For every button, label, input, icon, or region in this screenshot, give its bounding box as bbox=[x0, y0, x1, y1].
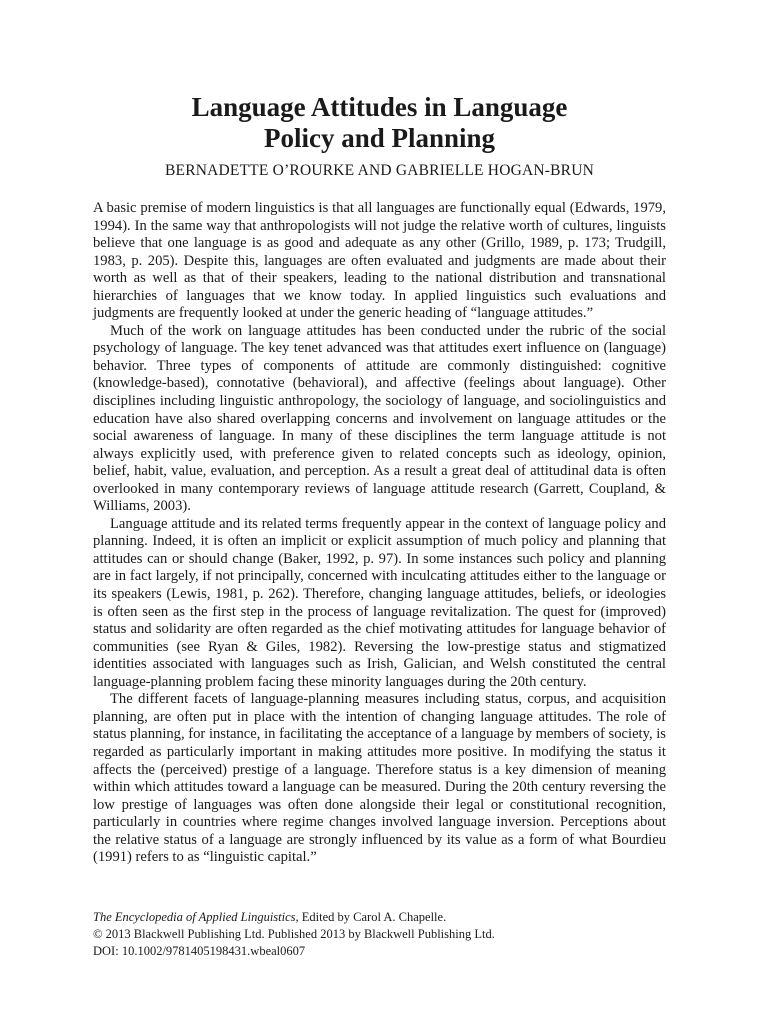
document-page bbox=[93, 0, 666, 1024]
paragraph-4: The different facets of language-planning measures including status, corpus, and acquisition planning, are often put in place with the intention of changing language attitudes. The role of status planning, for instance, in facilitating the acceptance of a language by members of society, is regarded as particularly important in making attitudes more positive. In modifying the status it affects the (perceived) prestige of a language. Therefore status is a key dimension of meaning within which attitudes toward a language can be measured. During the 20th century reversing the low prestige of languages was often done alongside their legal or constitutional recognition, particularly in countries where regime changes involved language inversion. Perceptions about the relative status of a language are strongly influenced by its value as a form of what Bourdieu (1991) refers to as “linguistic capital.” bbox=[93, 691, 666, 866]
citation-line-1 bbox=[93, 909, 666, 926]
article-authors: BERNADETTE O’ROURKE AND GABRIELLE HOGAN-BRUN bbox=[165, 162, 594, 179]
paragraph-1: A basic premise of modern linguistics is that all languages are functionally equal (Edwards, 1979, 1994). In the same way that anthropologists will not judge the relative worth of cultures, linguists believe that one language is as good and adequate as any other (Grillo, 1989, p. 173; Trudgill, 1983, p. 205). Despite this, languages are often evaluated and judgments are made about their worth as well as that of their speakers, leading to the national distribution and transnational hierarchies of languages that we know today. In applied linguistics such evaluations and judgments are frequently looked at under the generic heading of “language attitudes.” bbox=[93, 200, 666, 322]
doi-line: DOI: 10.1002/9781405198431.wbeal0607 bbox=[93, 944, 306, 958]
encyclopedia-title: The Encyclopedia of Applied Linguistics bbox=[93, 910, 296, 924]
paragraph-3: Language attitude and its related terms frequently appear in the context of language policy and planning. Indeed, it is often an implicit or explicit assumption of much policy and planning that attitudes can or should change (Baker, 1992, p. 97). In some instances such policy and planning are in fact largely, if not principally, concerned with inculcating attitudes either to the language or its speakers (Lewis, 1981, p. 262). Therefore, changing language attitudes, beliefs, or ideologies is often seen as the first step in the process of language revitalization. The quest for (improved) status and solidarity are often regarded as the chief motivating attitudes for language behavior of communities (see Ryan & Giles, 1982). Reversing the low-prestige status and stigmatized identities associated with languages such as Irish, Galician, and Welsh constituted the central language-planning problem facing these minority languages during the 20th century. bbox=[93, 515, 666, 690]
title-line-2: Policy and Planning bbox=[263, 123, 496, 153]
copyright-line: © 2013 Blackwell Publishing Ltd. Published 2013 by Blackwell Publishing Ltd. bbox=[93, 927, 495, 941]
title-line-1: Language Attitudes in Language bbox=[191, 92, 568, 122]
paragraph-2: Much of the work on language attitudes has been conducted under the rubric of the social psychology of language. The key tenet advanced was that attitudes exert influence on (language) behavior. Three types of components of attitude are commonly distinguished: cognitive (knowledge-based), connotative (behavioral), and affective (feelings about language). Other disciplines including linguistic anthropology, the sociology of language, and sociolinguistics and education have also shared overlapping concerns and involvement on language attitudes or the social awareness of language. In many of these disciplines the term language attitude is not always explicitly used, with preference given to related concepts such as ideology, opinion, belief, habit, value, evaluation, and perception. As a result a great deal of attitudinal data is often overlooked in many contemporary reviews of language attitude research (Garrett, Coupland, & Williams, 2003). bbox=[93, 322, 666, 515]
article-title bbox=[93, 92, 666, 154]
editor-credit: , Edited by Carol A. Chapelle. bbox=[295, 910, 447, 924]
citation-footer bbox=[93, 909, 666, 960]
article-body bbox=[93, 200, 666, 867]
